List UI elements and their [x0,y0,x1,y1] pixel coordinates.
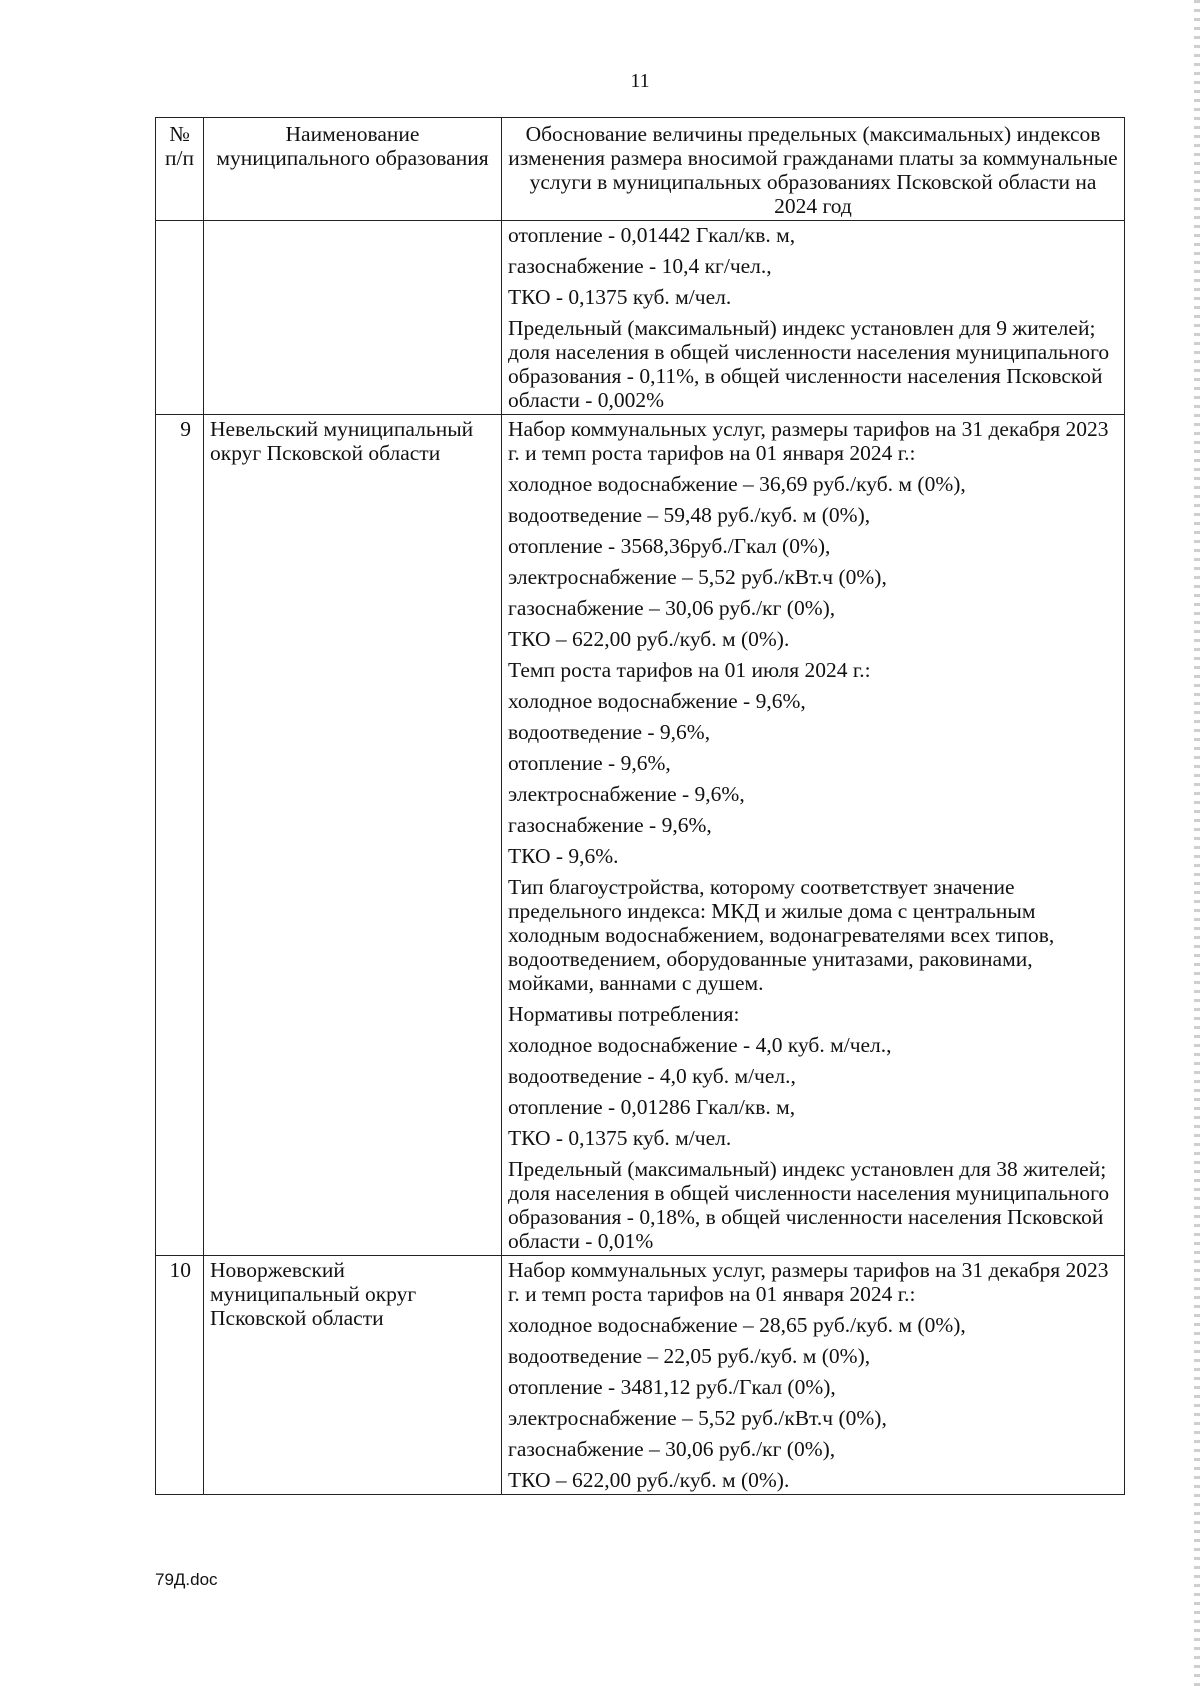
row-basis [502,221,1125,415]
basis-line: Тип благоустройства, которому соответствует значение предельного индекса: МКД и жилые дома с центральным холодным водоснабжением, водонагревателями всех типов, водоотведением, оборудованные унитазами, раковинами, мойками, ваннами с душем. [508,875,1055,995]
table-row [156,415,1125,1256]
basis-line: газоснабжение – 30,06 руб./кг (0%), [508,1437,836,1461]
row-num [156,221,204,415]
basis-line: ТКО – 622,00 руб./куб. м (0%). [508,627,790,651]
basis-line: отопление - 3568,36руб./Гкал (0%), [508,534,831,558]
row-name: Новоржевский муниципальный округ Псковской области [204,1256,502,1495]
basis-line: холодное водоснабжение – 28,65 руб./куб. м (0%), [508,1313,966,1337]
basis-line: Набор коммунальных услуг, размеры тарифов на 31 декабря 2023 г. и темп роста тарифов на 01 января 2024 г.: [508,417,1109,465]
basis-line: Предельный (максимальный) индекс установлен для 38 жителей; доля населения в общей численности населения муниципального образования - 0,18%, в общей численности населения Псковской области - 0,01% [508,1157,1110,1253]
tariff-index-table [155,117,1125,1495]
header-name: Наименование муниципального образования [204,118,502,221]
page-number: 11 [630,70,650,92]
basis-line: отопление - 3481,12 руб./Гкал (0%), [508,1375,836,1399]
basis-line: водоотведение - 4,0 куб. м/чел., [508,1064,796,1088]
table-row [156,1256,1125,1495]
basis-line: ТКО - 0,1375 куб. м/чел. [508,1126,732,1150]
basis-line: газоснабжение – 30,06 руб./кг (0%), [508,596,836,620]
row-num: 9 [156,415,204,1256]
basis-line: газоснабжение - 10,4 кг/чел., [508,254,772,278]
basis-line: холодное водоснабжение - 4,0 куб. м/чел., [508,1033,892,1057]
basis-line: водоотведение – 59,48 руб./куб. м (0%), [508,503,871,527]
basis-line: холодное водоснабжение – 36,69 руб./куб. м (0%), [508,472,966,496]
table-header-row [156,118,1125,221]
basis-line: Набор коммунальных услуг, размеры тарифов на 31 декабря 2023 г. и темп роста тарифов на 01 января 2024 г.: [508,1258,1109,1306]
scan-edge-artifact [1194,0,1200,1686]
row-name [204,221,502,415]
basis-line: холодное водоснабжение - 9,6%, [508,689,806,713]
row-num: 10 [156,1256,204,1495]
header-num: № п/п [156,118,204,221]
basis-line: Нормативы потребления: [508,1002,740,1026]
table-row-continuation [156,221,1125,415]
basis-line: Предельный (максимальный) индекс установлен для 9 жителей; доля населения в общей численности населения муниципального образования - 0,11%, в общей численности населения Псковской области - 0,002% [508,316,1110,412]
basis-line: Темп роста тарифов на 01 июля 2024 г.: [508,658,871,682]
basis-line: отопление - 0,01442 Гкал/кв. м, [508,223,796,247]
row-name: Невельский муниципальный округ Псковской области [204,415,502,1256]
basis-line: отопление - 0,01286 Гкал/кв. м, [508,1095,796,1119]
basis-line: ТКО - 9,6%. [508,844,619,868]
basis-line: водоотведение – 22,05 руб./куб. м (0%), [508,1344,871,1368]
row-basis [502,1256,1125,1495]
basis-line: газоснабжение - 9,6%, [508,813,712,837]
basis-line: отопление - 9,6%, [508,751,671,775]
basis-line: электроснабжение – 5,52 руб./кВт.ч (0%), [508,1406,887,1430]
basis-line: ТКО - 0,1375 куб. м/чел. [508,285,732,309]
basis-line: водоотведение - 9,6%, [508,720,711,744]
header-basis: Обоснование величины предельных (максимальных) индексов изменения размера вносимой гражданами платы за коммунальные услуги в муниципальных образованиях Псковской области на 2024 год [502,118,1125,221]
row-basis [502,415,1125,1256]
footer-filename: 79Д.doc [155,1570,218,1589]
basis-line: ТКО – 622,00 руб./куб. м (0%). [508,1468,790,1492]
basis-line: электроснабжение – 5,52 руб./кВт.ч (0%), [508,565,887,589]
basis-line: электроснабжение - 9,6%, [508,782,745,806]
